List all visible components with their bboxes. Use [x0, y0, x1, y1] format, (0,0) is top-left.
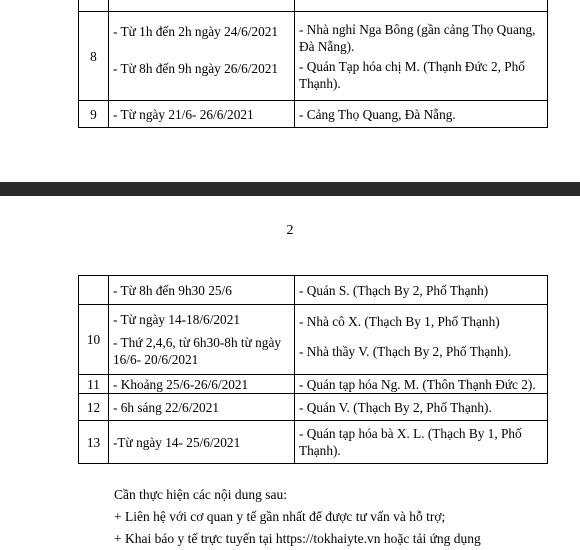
document-page-1: [0, 0, 580, 182]
time-cell: - Từ 8h đến 9h30 25/6: [109, 276, 295, 305]
place-cell: - Quán S. (Thạch By 2, Phố Thạnh): [295, 276, 548, 305]
time-cell: - Từ ngày 21/6- 26/6/2021: [109, 101, 295, 128]
time-cell: [109, 12, 295, 101]
time-cell: -Từ ngày 14- 25/6/2021: [109, 421, 295, 464]
time-cell: [109, 305, 295, 375]
place-entry: - Nhà cô X. (Thạch By 1, Phố Thạnh): [299, 314, 500, 329]
document-page-2: [0, 196, 580, 546]
notes-item: + Khai báo y tế trực tuyến tại https://tokhaiyte.vn hoặc tải ứng dụng: [114, 531, 481, 546]
page-number: 2: [286, 223, 294, 238]
time-entry: - Thứ 2,4,6, từ 6h30-8h từ ngày 16/6- 20/6/2021: [113, 335, 281, 367]
notes-heading: Cần thực hiện các nội dung sau:: [114, 487, 288, 502]
place-cell: [295, 12, 548, 101]
row-number: 10: [79, 305, 109, 375]
place-cell: - Quán V. (Thạch By 2, Phố Thạnh).: [295, 394, 548, 421]
time-entry: - Từ 8h đến 9h ngày 26/6/2021: [113, 60, 279, 76]
row-number: 8: [79, 12, 109, 101]
place-entry: - Quán Tạp hóa chị M. (Thạnh Đức 2, Phố Thạnh).: [299, 58, 525, 91]
schedule-table-page-2: [78, 275, 548, 464]
table-row-continued: [79, 276, 548, 305]
time-entry: - Từ 1h đến 2h ngày 24/6/2021: [113, 23, 279, 39]
table-row-9: [79, 101, 548, 128]
row-number: 11: [79, 375, 109, 394]
row-number: 13: [79, 421, 109, 464]
place-cell: - Quán tạp hóa Ng. M. (Thôn Thạnh Đức 2).: [295, 375, 548, 394]
time-entry: - Từ ngày 14-18/6/2021: [113, 312, 240, 327]
place-cell: - Cảng Thọ Quang, Đà Nẵng.: [295, 101, 548, 128]
notes-section: [114, 484, 481, 550]
table-row-11: [79, 375, 548, 394]
table-row-top-remnant: [79, 0, 548, 12]
place-cell: - Quán tạp hóa bà X. L. (Thạch By 1, Phố Thạnh).: [295, 421, 548, 464]
table-row-8: [79, 12, 548, 101]
row-number: 9: [79, 101, 109, 128]
notes-item: + Liên hệ với cơ quan y tế gần nhất để được tư vấn và hỗ trợ;: [114, 509, 446, 524]
schedule-table-page-1: [78, 0, 548, 128]
row-number: 12: [79, 394, 109, 421]
time-cell: - Khoảng 25/6-26/6/2021: [109, 375, 295, 394]
time-cell: - 6h sáng 22/6/2021: [109, 394, 295, 421]
page-gap: [0, 182, 580, 196]
place-cell: [295, 305, 548, 375]
place-entry: - Nhà thầy V. (Thạch By 2, Phố Thạnh).: [299, 344, 512, 359]
place-entry: - Nhà nghỉ Nga Bông (gần cảng Thọ Quang, Đà Nẵng).: [299, 21, 536, 54]
table-row-13: [79, 421, 548, 464]
table-row-12: [79, 394, 548, 421]
table-row-10: [79, 305, 548, 375]
